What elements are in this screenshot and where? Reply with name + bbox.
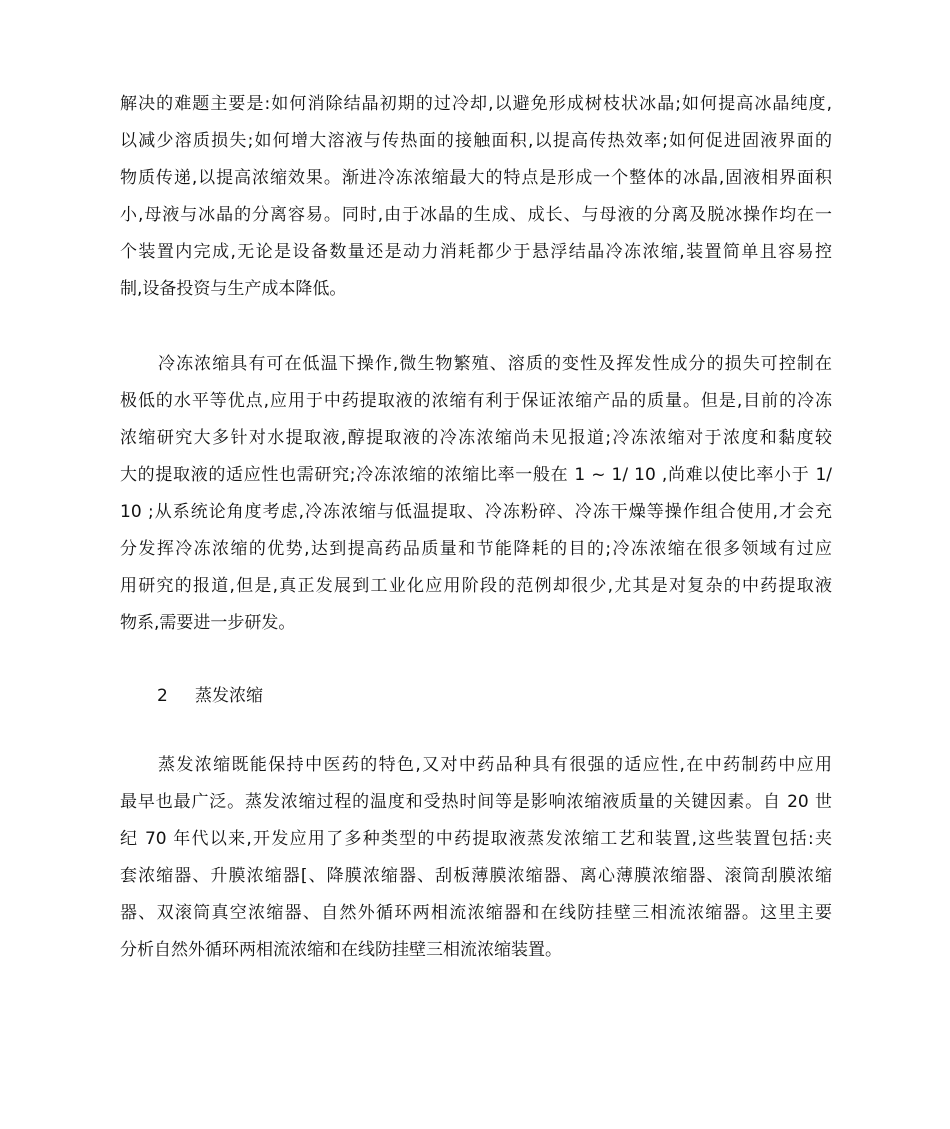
paragraph-line: 解决的难题主要是:如何消除结晶初期的过冷却,以避免形成树枝状冰晶;如何提高冰晶纯度, (120, 94, 832, 114)
paragraph-line: 套浓缩器、升膜浓缩器[、降膜浓缩器、刮板薄膜浓缩器、离心薄膜浓缩器、滚筒刮膜浓缩 (120, 866, 832, 886)
paragraph-line: 用研究的报道,但是,真正发展到工业化应用阶段的范例却很少,尤其是对复杂的中药提取液 (120, 576, 832, 596)
paragraph-line: 冷冻浓缩具有可在低温下操作,微生物繁殖、溶质的变性及挥发性成分的损失可控制在 (158, 354, 832, 374)
paragraph-line: 蒸发浓缩既能保持中医药的特色,又对中药品种具有很强的适应性,在中药制药中应用 (158, 755, 832, 775)
paragraph-line: 分析自然外循环两相流浓缩和在线防挂壁三相流浓缩装置。 (120, 940, 562, 960)
paragraph-line: 制,设备投资与生产成本降低。 (120, 279, 347, 299)
paragraph-line: 最早也最广泛。蒸发浓缩过程的温度和受热时间等是影响浓缩液质量的关键因素。自 20 世 (120, 792, 832, 812)
paragraph-line: 分发挥冷冻浓缩的优势,达到提高药品质量和节能降耗的目的;冷冻浓缩在很多领域有过应 (120, 539, 832, 559)
paragraph-line: 物系,需要进一步研发。 (120, 613, 296, 633)
paragraph-line: 器、双滚筒真空浓缩器、自然外循环两相流浓缩器和在线防挂壁三相流浓缩器。这里主要 (120, 903, 832, 923)
section-title: 蒸发浓缩 (195, 686, 263, 706)
section-number: 2 (157, 686, 168, 706)
paragraph-line: 大的提取液的适应性也需研究;冷冻浓缩的浓缩比率一般在 1 ~ 1/ 10 ,尚难以使比率小于 1/ (120, 465, 832, 485)
paragraph-line: 纪 70 年代以来,开发应用了多种类型的中药提取液蒸发浓缩工艺和装置,这些装置包括:夹 (120, 829, 832, 849)
paragraph-line: 以减少溶质损失;如何增大溶液与传热面的接触面积,以提高传热效率;如何促进固液界面的 (120, 131, 832, 151)
paragraph-line: 极低的水平等优点,应用于中药提取液的浓缩有利于保证浓缩产品的质量。但是,目前的冷冻 (120, 391, 832, 411)
paragraph-line: 浓缩研究大多针对水提取液,醇提取液的冷冻浓缩尚未见报道;冷冻浓缩对于浓度和黏度较 (120, 428, 832, 448)
paragraph-line: 10 ;从系统论角度考虑,冷冻浓缩与低温提取、冷冻粉碎、冷冻干燥等操作组合使用,才会充 (120, 502, 832, 522)
paragraph-line: 个装置内完成,无论是设备数量还是动力消耗都少于悬浮结晶冷冻浓缩,装置简单且容易控 (120, 242, 832, 262)
paragraph-line: 小,母液与冰晶的分离容易。同时,由于冰晶的生成、成长、与母液的分离及脱冰操作均在一 (120, 205, 832, 225)
paragraph-line: 物质传递,以提高浓缩效果。渐进冷冻浓缩最大的特点是形成一个整体的冰晶,固液相界面积 (120, 168, 832, 188)
